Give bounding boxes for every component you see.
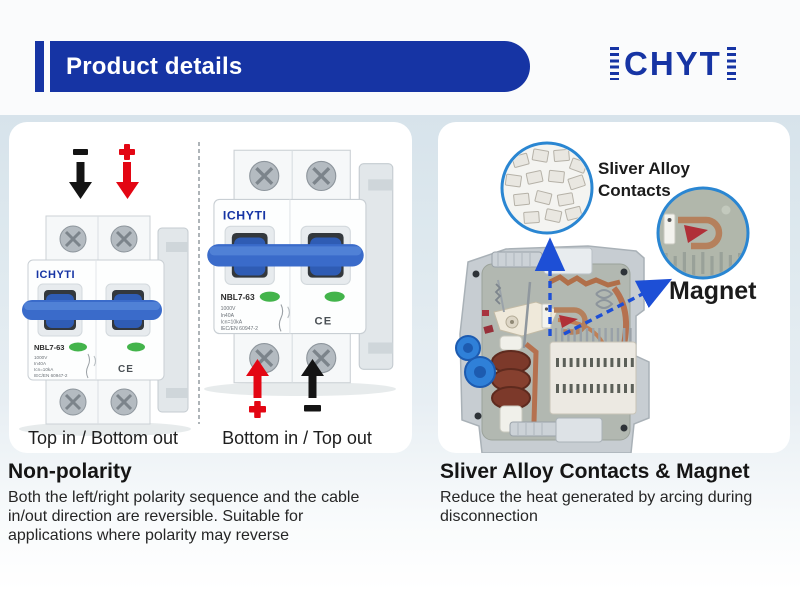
logo-text: CHYT (624, 44, 722, 82)
breaker-illustration-left (22, 216, 188, 424)
nonpolarity-illustration (9, 122, 412, 453)
page-title: Product details (66, 52, 243, 80)
contacts-label-line1: Sliver Alloy (598, 159, 690, 178)
cutaway-breaker-illustration (456, 246, 649, 453)
contacts-label-line2: Contacts (598, 181, 671, 200)
nonpolarity-heading: Non-polarity (8, 460, 132, 483)
breaker-illustration-right (207, 150, 393, 382)
arrow-down-red-icon (116, 162, 139, 199)
nonpolarity-panel (9, 122, 412, 453)
contacts-magnet-body-line2: disconnection (440, 508, 538, 525)
caption-top-in-bottom-out: Top in / Bottom out (27, 428, 179, 448)
magnet-callout (655, 185, 757, 305)
title-banner (50, 41, 530, 92)
nonpolarity-body-line2: in/out direction are reversible. Suitable for (8, 508, 304, 525)
plus-icon (249, 401, 266, 418)
plus-icon (119, 144, 135, 160)
nonpolarity-body-line3: applications where polarity may reverse (8, 527, 290, 544)
nonpolarity-text-block (8, 460, 428, 545)
contacts-magnet-heading: Sliver Alloy Contacts & Magnet (440, 460, 750, 483)
cutaway-illustration (438, 122, 790, 453)
arrow-down-black-icon (69, 162, 92, 199)
brand-logo (610, 45, 736, 81)
logo-stripe-icon (727, 47, 736, 80)
contacts-magnet-panel (438, 122, 790, 453)
minus-icon (73, 149, 88, 155)
caption-bottom-in-top-out: Bottom in / Top out (222, 428, 372, 448)
magnet-label: Magnet (669, 277, 757, 305)
header-accent-bar (35, 41, 44, 92)
contacts-magnet-text-block (440, 460, 785, 526)
nonpolarity-body-line1: Both the left/right polarity sequence and the cable (8, 489, 360, 506)
minus-icon (304, 405, 321, 412)
logo-stripe-icon (610, 47, 619, 80)
contacts-magnet-body-line1: Reduce the heat generated by arcing during (440, 489, 753, 506)
